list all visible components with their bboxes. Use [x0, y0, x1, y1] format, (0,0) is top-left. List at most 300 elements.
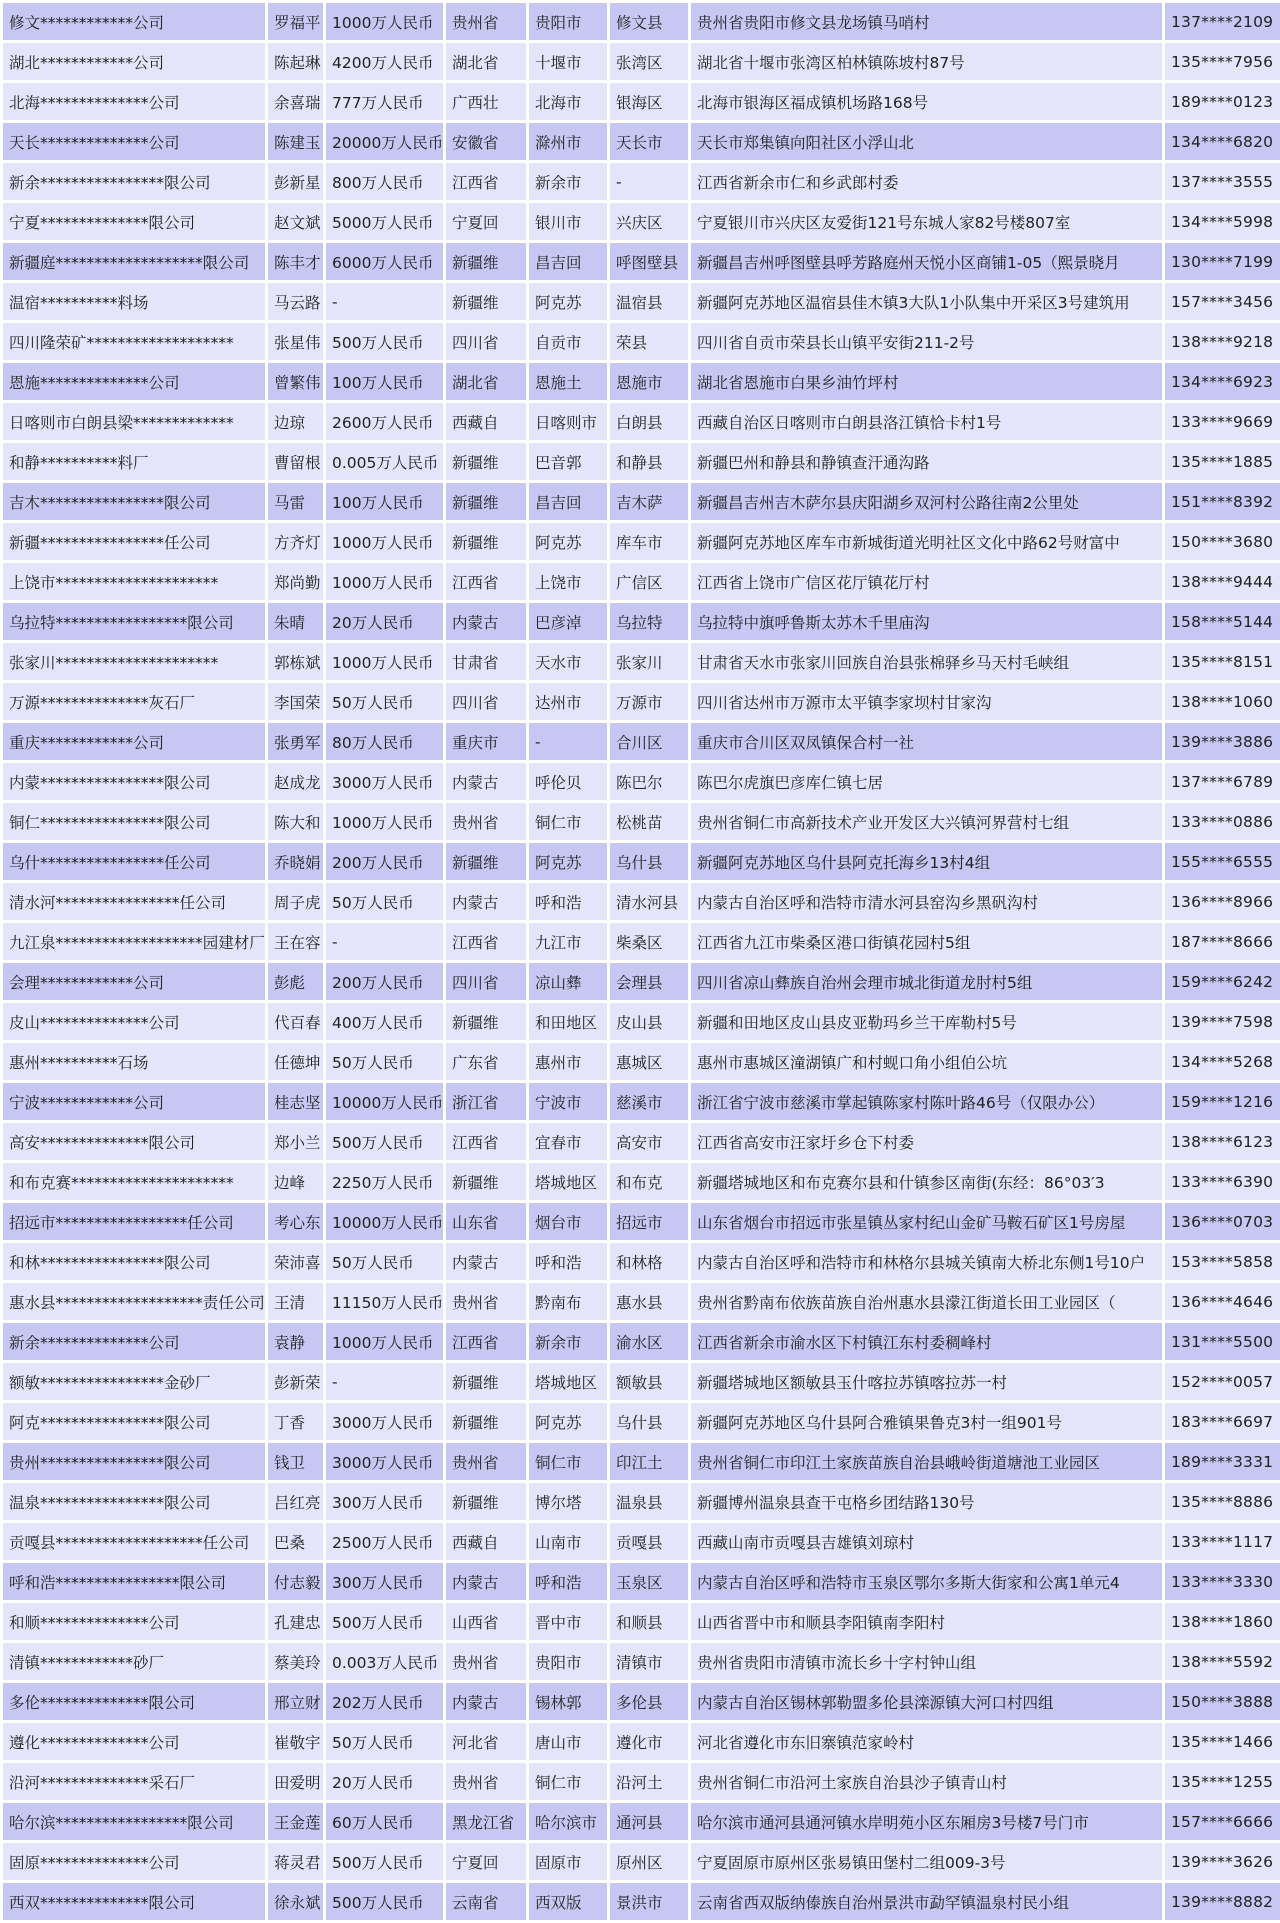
cell-phone: 159****1216: [1165, 1083, 1280, 1120]
table-row: [3, 3, 1280, 40]
cell-province: 新疆维: [446, 843, 526, 880]
cell-district: 遵化市: [610, 1723, 688, 1760]
cell-province: 山西省: [446, 1603, 526, 1640]
cell-person: 马雷: [268, 483, 323, 520]
cell-province: 贵州省: [446, 1443, 526, 1480]
cell-province: 内蒙古: [446, 1563, 526, 1600]
cell-phone: 134****5268: [1165, 1043, 1280, 1080]
cell-capital: 100万人民币: [326, 363, 443, 400]
cell-phone: 137****2109: [1165, 3, 1280, 40]
cell-district: 荣县: [610, 323, 688, 360]
cell-phone: 159****6242: [1165, 963, 1280, 1000]
cell-phone: 150****3680: [1165, 523, 1280, 560]
table-row: [3, 203, 1280, 240]
cell-company: 铜仁****************限公司: [3, 803, 265, 840]
cell-city: 昌吉回: [529, 243, 607, 280]
table-row: [3, 83, 1280, 120]
cell-district: 会理县: [610, 963, 688, 1000]
cell-address: 贵州省贵阳市清镇市流长乡十字村钟山组: [691, 1643, 1162, 1680]
cell-city: 山南市: [529, 1523, 607, 1560]
cell-person: 陈丰才: [268, 243, 323, 280]
cell-address: 贵州省铜仁市印江土家族苗族自治县峨岭街道塘池工业园区: [691, 1443, 1162, 1480]
cell-city: 十堰市: [529, 43, 607, 80]
cell-phone: 136****0703: [1165, 1203, 1280, 1240]
cell-phone: 138****9218: [1165, 323, 1280, 360]
cell-company: 温宿**********料场: [3, 283, 265, 320]
cell-person: 赵文斌: [268, 203, 323, 240]
cell-company: 北海**************公司: [3, 83, 265, 120]
table-row: [3, 1683, 1280, 1720]
cell-address: 新疆和田地区皮山县皮亚勒玛乡兰干库勒村5号: [691, 1003, 1162, 1040]
cell-person: 曾繁伟: [268, 363, 323, 400]
cell-capital: 50万人民币: [326, 1243, 443, 1280]
cell-company: 遵化**************公司: [3, 1723, 265, 1760]
cell-district: 和布克: [610, 1163, 688, 1200]
cell-phone: 153****5858: [1165, 1243, 1280, 1280]
cell-capital: 10000万人民币: [326, 1083, 443, 1120]
cell-address: 江西省新余市渝水区下村镇江东村委稠峰村: [691, 1323, 1162, 1360]
cell-person: 乔晓娟: [268, 843, 323, 880]
cell-capital: 0.003万人民币: [326, 1643, 443, 1680]
table-row: [3, 1443, 1280, 1480]
cell-company: 修文************公司: [3, 3, 265, 40]
table-row: [3, 643, 1280, 680]
cell-district: 白朗县: [610, 403, 688, 440]
cell-phone: 155****6555: [1165, 843, 1280, 880]
cell-capital: 50万人民币: [326, 883, 443, 920]
cell-person: 蒋灵君: [268, 1843, 323, 1880]
cell-person: 陈起琳: [268, 43, 323, 80]
table-row: [3, 1243, 1280, 1280]
cell-district: 招远市: [610, 1203, 688, 1240]
cell-province: 安徽省: [446, 123, 526, 160]
cell-person: 荣沛喜: [268, 1243, 323, 1280]
table-row: [3, 363, 1280, 400]
cell-company: 宁夏**************限公司: [3, 203, 265, 240]
cell-province: 浙江省: [446, 1083, 526, 1120]
cell-city: 烟台市: [529, 1203, 607, 1240]
cell-person: 邢立财: [268, 1683, 323, 1720]
table-row: [3, 1643, 1280, 1680]
cell-address: 哈尔滨市通河县通河镇水岸明苑小区东厢房3号楼7号门市: [691, 1803, 1162, 1840]
cell-district: 陈巴尔: [610, 763, 688, 800]
cell-district: 额敏县: [610, 1363, 688, 1400]
cell-capital: 2600万人民币: [326, 403, 443, 440]
cell-city: 铜仁市: [529, 1763, 607, 1800]
cell-company: 吉木****************限公司: [3, 483, 265, 520]
table-row: [3, 803, 1280, 840]
cell-capital: 1000万人民币: [326, 523, 443, 560]
cell-city: 唐山市: [529, 1723, 607, 1760]
cell-city: 新余市: [529, 163, 607, 200]
cell-company: 固原**************公司: [3, 1843, 265, 1880]
cell-person: 付志毅: [268, 1563, 323, 1600]
cell-capital: 11150万人民币: [326, 1283, 443, 1320]
cell-province: 河北省: [446, 1723, 526, 1760]
cell-city: 宜春市: [529, 1123, 607, 1160]
cell-city: 九江市: [529, 923, 607, 960]
cell-district: 原州区: [610, 1843, 688, 1880]
cell-person: 李国荣: [268, 683, 323, 720]
cell-person: 孔建忠: [268, 1603, 323, 1640]
cell-address: 山东省烟台市招远市张星镇丛家村纪山金矿马鞍石矿区1号房屋: [691, 1203, 1162, 1240]
table-row: [3, 483, 1280, 520]
cell-address: 新疆阿克苏地区乌什县阿合雅镇果鲁克3村一组901号: [691, 1403, 1162, 1440]
cell-district: 惠城区: [610, 1043, 688, 1080]
cell-company: 额敏****************金砂厂: [3, 1363, 265, 1400]
cell-capital: 100万人民币: [326, 483, 443, 520]
cell-phone: 134****6923: [1165, 363, 1280, 400]
cell-address: 四川省凉山彝族自治州会理市城北街道龙肘村5组: [691, 963, 1162, 1000]
cell-address: 北海市银海区福成镇机场路168号: [691, 83, 1162, 120]
cell-province: 新疆维: [446, 1163, 526, 1200]
cell-city: 西双版: [529, 1883, 607, 1920]
cell-company: 重庆************公司: [3, 723, 265, 760]
cell-district: 张家川: [610, 643, 688, 680]
cell-phone: 139****3626: [1165, 1843, 1280, 1880]
cell-address: 江西省上饶市广信区花厅镇花厅村: [691, 563, 1162, 600]
cell-capital: 777万人民币: [326, 83, 443, 120]
cell-city: 和田地区: [529, 1003, 607, 1040]
cell-capital: 80万人民币: [326, 723, 443, 760]
cell-company: 恩施**************公司: [3, 363, 265, 400]
cell-phone: 134****6820: [1165, 123, 1280, 160]
table-row: [3, 523, 1280, 560]
cell-province: 宁夏回: [446, 1843, 526, 1880]
cell-company: 和顺**************公司: [3, 1603, 265, 1640]
cell-address: 四川省自贡市荣县长山镇平安街211-2号: [691, 323, 1162, 360]
table-row: [3, 403, 1280, 440]
cell-company: 阿克****************限公司: [3, 1403, 265, 1440]
cell-company: 温泉****************限公司: [3, 1483, 265, 1520]
cell-person: 方齐灯: [268, 523, 323, 560]
cell-capital: 5000万人民币: [326, 203, 443, 240]
cell-city: -: [529, 723, 607, 760]
cell-company: 会理************公司: [3, 963, 265, 1000]
cell-phone: 138****1860: [1165, 1603, 1280, 1640]
cell-capital: 1000万人民币: [326, 1323, 443, 1360]
cell-address: 宁夏银川市兴庆区友爱街121号东城人家82号楼807室: [691, 203, 1162, 240]
cell-city: 铜仁市: [529, 803, 607, 840]
cell-province: 内蒙古: [446, 1243, 526, 1280]
cell-company: 清水河****************任公司: [3, 883, 265, 920]
cell-person: 巴桑: [268, 1523, 323, 1560]
cell-district: 和顺县: [610, 1603, 688, 1640]
cell-address: 贵州省贵阳市修文县龙场镇马哨村: [691, 3, 1162, 40]
cell-city: 阿克苏: [529, 1403, 607, 1440]
table-row: [3, 123, 1280, 160]
cell-company: 四川隆荣矿*******************: [3, 323, 265, 360]
cell-province: 云南省: [446, 1883, 526, 1920]
cell-person: 王金莲: [268, 1803, 323, 1840]
cell-city: 呼和浩: [529, 1243, 607, 1280]
table-row: [3, 1843, 1280, 1880]
cell-company: 沿河**************采石厂: [3, 1763, 265, 1800]
cell-address: 四川省达州市万源市太平镇李家坝村甘家沟: [691, 683, 1162, 720]
cell-phone: 137****6789: [1165, 763, 1280, 800]
cell-address: 新疆塔城地区额敏县玉什喀拉苏镇喀拉苏一村: [691, 1363, 1162, 1400]
cell-city: 塔城地区: [529, 1163, 607, 1200]
cell-phone: 152****0057: [1165, 1363, 1280, 1400]
cell-province: 新疆维: [446, 1403, 526, 1440]
cell-phone: 139****7598: [1165, 1003, 1280, 1040]
cell-district: 高安市: [610, 1123, 688, 1160]
cell-district: 慈溪市: [610, 1083, 688, 1120]
cell-province: 新疆维: [446, 443, 526, 480]
cell-province: 湖北省: [446, 43, 526, 80]
cell-district: 惠水县: [610, 1283, 688, 1320]
cell-capital: 200万人民币: [326, 963, 443, 1000]
cell-district: 库车市: [610, 523, 688, 560]
cell-phone: 158****5144: [1165, 603, 1280, 640]
cell-company: 上饶市*********************: [3, 563, 265, 600]
cell-capital: 400万人民币: [326, 1003, 443, 1040]
cell-address: 西藏山南市贡嘎县吉雄镇刘琼村: [691, 1523, 1162, 1560]
table-row: [3, 1763, 1280, 1800]
cell-company: 高安**************限公司: [3, 1123, 265, 1160]
cell-province: 山东省: [446, 1203, 526, 1240]
cell-phone: 133****9669: [1165, 403, 1280, 440]
cell-province: 江西省: [446, 1123, 526, 1160]
cell-company: 贵州****************限公司: [3, 1443, 265, 1480]
cell-city: 呼和浩: [529, 883, 607, 920]
cell-address: 新疆塔城地区和布克赛尔县和什镇参区南街(东经：86°03′3: [691, 1163, 1162, 1200]
cell-address: 湖北省恩施市白果乡油竹坪村: [691, 363, 1162, 400]
cell-city: 巴音郭: [529, 443, 607, 480]
cell-person: 考心东: [268, 1203, 323, 1240]
cell-person: 徐永斌: [268, 1883, 323, 1920]
cell-district: 吉木萨: [610, 483, 688, 520]
cell-city: 上饶市: [529, 563, 607, 600]
cell-city: 滁州市: [529, 123, 607, 160]
cell-phone: 136****8966: [1165, 883, 1280, 920]
cell-province: 江西省: [446, 1323, 526, 1360]
cell-company: 西双**************限公司: [3, 1883, 265, 1920]
cell-capital: 800万人民币: [326, 163, 443, 200]
cell-company: 内蒙****************限公司: [3, 763, 265, 800]
cell-phone: 139****3886: [1165, 723, 1280, 760]
cell-address: 新疆昌吉州吉木萨尔县庆阳湖乡双河村公路往南2公里处: [691, 483, 1162, 520]
cell-person: 张勇军: [268, 723, 323, 760]
cell-person: 罗福平: [268, 3, 323, 40]
table-row: [3, 923, 1280, 960]
cell-phone: 139****8882: [1165, 1883, 1280, 1920]
cell-capital: 0.005万人民币: [326, 443, 443, 480]
cell-district: 多伦县: [610, 1683, 688, 1720]
table-row: [3, 763, 1280, 800]
cell-city: 黔南布: [529, 1283, 607, 1320]
cell-city: 自贡市: [529, 323, 607, 360]
cell-capital: 2250万人民币: [326, 1163, 443, 1200]
cell-province: 广西壮: [446, 83, 526, 120]
cell-phone: 135****8886: [1165, 1483, 1280, 1520]
cell-city: 贵阳市: [529, 1643, 607, 1680]
cell-city: 阿克苏: [529, 523, 607, 560]
cell-province: 新疆维: [446, 523, 526, 560]
cell-address: 新疆博州温泉县查干屯格乡团结路130号: [691, 1483, 1162, 1520]
cell-district: 清镇市: [610, 1643, 688, 1680]
cell-district: 渝水区: [610, 1323, 688, 1360]
cell-city: 巴彦淖: [529, 603, 607, 640]
cell-company: 和林****************限公司: [3, 1243, 265, 1280]
cell-company: 湖北************公司: [3, 43, 265, 80]
cell-capital: 2500万人民币: [326, 1523, 443, 1560]
cell-company: 贡嘎县*******************任公司: [3, 1523, 265, 1560]
cell-capital: 50万人民币: [326, 1723, 443, 1760]
cell-address: 浙江省宁波市慈溪市掌起镇陈家村陈叶路46号（仅限办公）: [691, 1083, 1162, 1120]
cell-phone: 150****3888: [1165, 1683, 1280, 1720]
cell-city: 呼伦贝: [529, 763, 607, 800]
cell-company: 惠州**********石场: [3, 1043, 265, 1080]
cell-city: 新余市: [529, 1323, 607, 1360]
cell-company: 招远市*****************任公司: [3, 1203, 265, 1240]
cell-province: 贵州省: [446, 1763, 526, 1800]
table-row: [3, 563, 1280, 600]
cell-phone: 133****0886: [1165, 803, 1280, 840]
cell-person: 田爱明: [268, 1763, 323, 1800]
cell-phone: 135****1255: [1165, 1763, 1280, 1800]
cell-capital: 500万人民币: [326, 1603, 443, 1640]
cell-city: 固原市: [529, 1843, 607, 1880]
cell-phone: 138****9444: [1165, 563, 1280, 600]
cell-capital: 1000万人民币: [326, 803, 443, 840]
table-row: [3, 1083, 1280, 1120]
table-row: [3, 603, 1280, 640]
cell-phone: 135****8151: [1165, 643, 1280, 680]
cell-capital: 202万人民币: [326, 1683, 443, 1720]
cell-district: 皮山县: [610, 1003, 688, 1040]
cell-phone: 137****3555: [1165, 163, 1280, 200]
cell-province: 黑龙江省: [446, 1803, 526, 1840]
cell-person: 周子虎: [268, 883, 323, 920]
table-row: [3, 883, 1280, 920]
cell-phone: 130****7199: [1165, 243, 1280, 280]
cell-city: 贵阳市: [529, 3, 607, 40]
table-row: [3, 1563, 1280, 1600]
cell-district: 通河县: [610, 1803, 688, 1840]
table-row: [3, 1803, 1280, 1840]
cell-address: 河北省遵化市东旧寨镇范家岭村: [691, 1723, 1162, 1760]
cell-province: 内蒙古: [446, 1683, 526, 1720]
cell-district: 万源市: [610, 683, 688, 720]
cell-district: 温泉县: [610, 1483, 688, 1520]
cell-province: 宁夏回: [446, 203, 526, 240]
cell-city: 宁波市: [529, 1083, 607, 1120]
cell-person: 余喜瑞: [268, 83, 323, 120]
cell-person: 蔡美玲: [268, 1643, 323, 1680]
cell-company: 乌拉特*****************限公司: [3, 603, 265, 640]
cell-address: 江西省高安市汪家圩乡仓下村委: [691, 1123, 1162, 1160]
table-row: [3, 1203, 1280, 1240]
cell-city: 博尔塔: [529, 1483, 607, 1520]
cell-phone: 135****1885: [1165, 443, 1280, 480]
cell-phone: 189****3331: [1165, 1443, 1280, 1480]
cell-company: 天长**************公司: [3, 123, 265, 160]
cell-person: 彭新荣: [268, 1363, 323, 1400]
cell-company: 和布克赛*********************: [3, 1163, 265, 1200]
cell-district: 和林格: [610, 1243, 688, 1280]
cell-province: 重庆市: [446, 723, 526, 760]
cell-capital: 500万人民币: [326, 1123, 443, 1160]
cell-province: 甘肃省: [446, 643, 526, 680]
cell-district: 呼图壁县: [610, 243, 688, 280]
cell-capital: 1000万人民币: [326, 3, 443, 40]
cell-capital: 500万人民币: [326, 1843, 443, 1880]
table-row: [3, 963, 1280, 1000]
cell-company: 九江泉*******************园建材厂: [3, 923, 265, 960]
cell-city: 北海市: [529, 83, 607, 120]
cell-district: 广信区: [610, 563, 688, 600]
cell-capital: 300万人民币: [326, 1563, 443, 1600]
cell-city: 惠州市: [529, 1043, 607, 1080]
cell-district: 恩施市: [610, 363, 688, 400]
cell-province: 四川省: [446, 323, 526, 360]
cell-address: 西藏自治区日喀则市白朗县洛江镇恰卡村1号: [691, 403, 1162, 440]
cell-person: 彭新星: [268, 163, 323, 200]
cell-phone: 136****4646: [1165, 1283, 1280, 1320]
cell-city: 哈尔滨市: [529, 1803, 607, 1840]
cell-district: 景洪市: [610, 1883, 688, 1920]
cell-district: 乌拉特: [610, 603, 688, 640]
cell-company: 乌什****************任公司: [3, 843, 265, 880]
table-row: [3, 1003, 1280, 1040]
cell-district: 银海区: [610, 83, 688, 120]
cell-company: 呼和浩****************限公司: [3, 1563, 265, 1600]
cell-person: 吕红亮: [268, 1483, 323, 1520]
cell-province: 西藏自: [446, 1523, 526, 1560]
cell-province: 内蒙古: [446, 883, 526, 920]
cell-capital: 3000万人民币: [326, 1443, 443, 1480]
cell-district: 松桃苗: [610, 803, 688, 840]
cell-district: -: [610, 163, 688, 200]
cell-phone: 187****8666: [1165, 923, 1280, 960]
cell-person: 曹留根: [268, 443, 323, 480]
cell-capital: 300万人民币: [326, 1483, 443, 1520]
table-body: [3, 3, 1280, 1920]
cell-address: 新疆阿克苏地区乌什县阿克托海乡13村4组: [691, 843, 1162, 880]
table-row: [3, 1483, 1280, 1520]
cell-province: 新疆维: [446, 483, 526, 520]
cell-person: 边峰: [268, 1163, 323, 1200]
cell-province: 贵州省: [446, 3, 526, 40]
cell-address: 新疆昌吉州呼图壁县呼芳路庭州天悦小区商铺1-05（熙景晓月: [691, 243, 1162, 280]
cell-phone: 133****1117: [1165, 1523, 1280, 1560]
cell-city: 恩施土: [529, 363, 607, 400]
cell-person: 边琼: [268, 403, 323, 440]
cell-address: 内蒙古自治区呼和浩特市玉泉区鄂尔多斯大街家和公寓1单元4: [691, 1563, 1162, 1600]
cell-person: 钱卫: [268, 1443, 323, 1480]
cell-province: 江西省: [446, 563, 526, 600]
cell-district: 和静县: [610, 443, 688, 480]
table-row: [3, 1603, 1280, 1640]
cell-company: 新疆庭*******************限公司: [3, 243, 265, 280]
cell-company: 多伦**************限公司: [3, 1683, 265, 1720]
table-row: [3, 1123, 1280, 1160]
cell-capital: 1000万人民币: [326, 643, 443, 680]
cell-person: 丁香: [268, 1403, 323, 1440]
cell-capital: 20000万人民币: [326, 123, 443, 160]
cell-district: 合川区: [610, 723, 688, 760]
cell-district: 贡嘎县: [610, 1523, 688, 1560]
cell-company: 哈尔滨*****************限公司: [3, 1803, 265, 1840]
cell-province: 内蒙古: [446, 763, 526, 800]
cell-address: 宁夏固原市原州区张易镇田堡村二组009-3号: [691, 1843, 1162, 1880]
table-row: [3, 843, 1280, 880]
cell-city: 天水市: [529, 643, 607, 680]
cell-phone: 135****7956: [1165, 43, 1280, 80]
cell-company: 万源**************灰石厂: [3, 683, 265, 720]
cell-district: 兴庆区: [610, 203, 688, 240]
